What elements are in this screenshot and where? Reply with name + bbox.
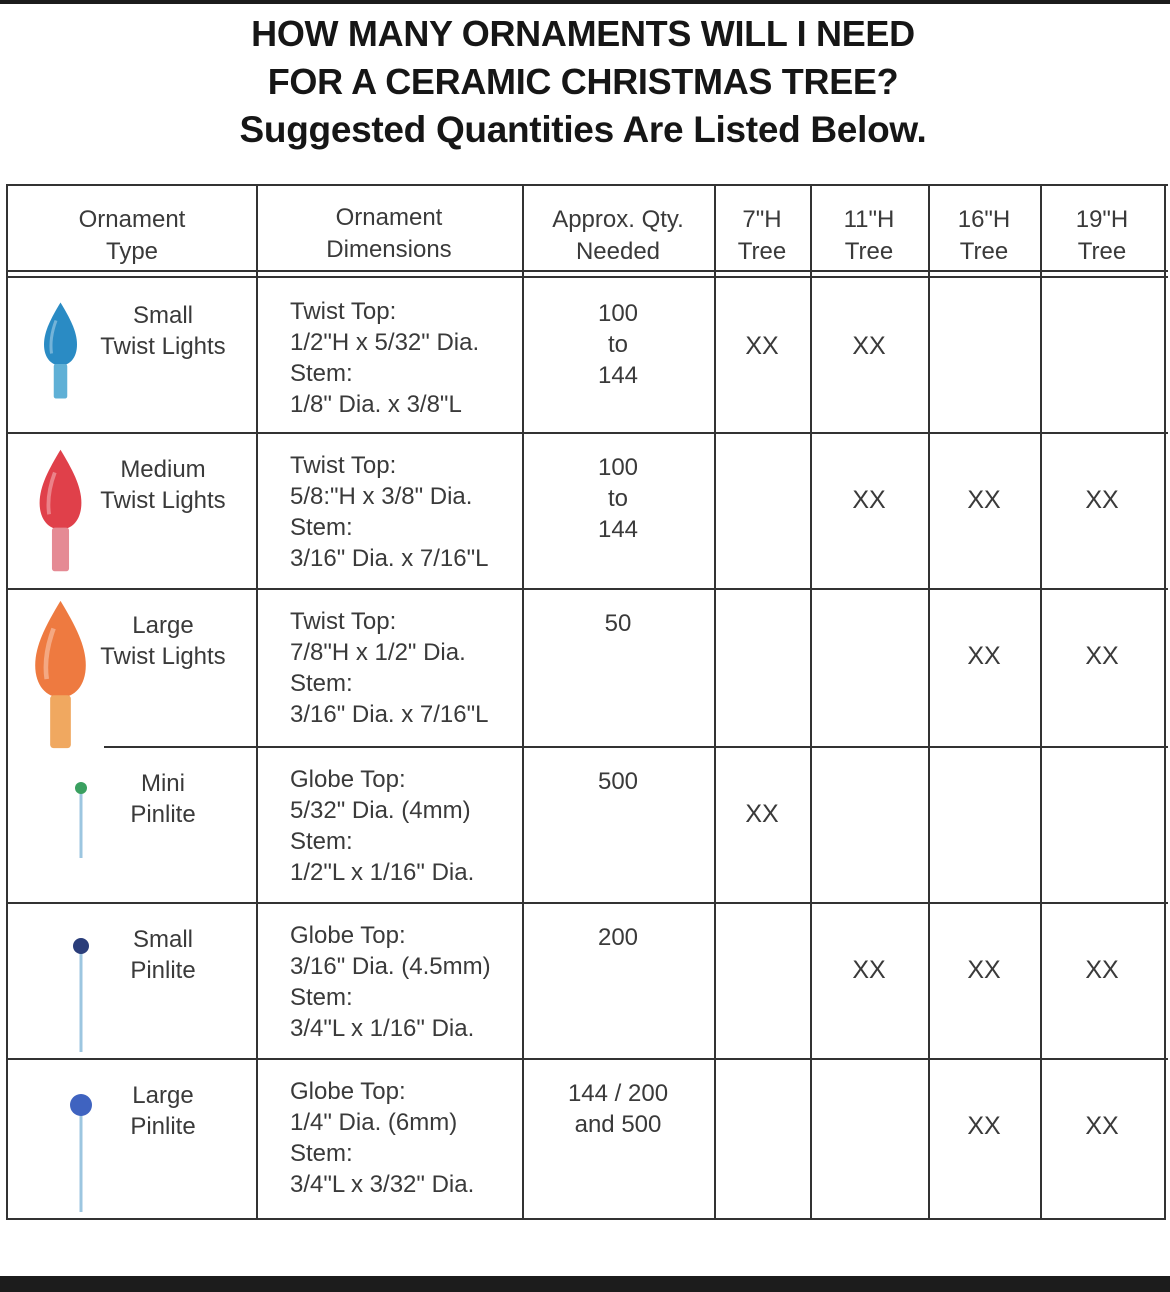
- approx-qty-cell: 50: [604, 610, 632, 637]
- row-divider-3: [104, 746, 1168, 748]
- top-border: [0, 0, 1170, 4]
- tree-mark-19h: XX: [1085, 956, 1119, 984]
- ornament-dimensions-cell: Globe Top: 3/16" Dia. (4.5mm) Stem: 3/4"L x 1/16" Dia.: [290, 922, 491, 1042]
- row-divider-1: [8, 432, 1168, 434]
- approx-qty-cell: 144 / 200 and 500: [567, 1080, 669, 1138]
- small-blue-twist-light-icon: [38, 298, 83, 403]
- bottom-border: [0, 1276, 1170, 1292]
- header-rule-2: [8, 276, 1168, 278]
- medium-red-twist-light-icon: [32, 444, 89, 577]
- tree-mark-7h: XX: [745, 800, 779, 828]
- ornament-type-cell: Medium Twist Lights: [100, 456, 226, 514]
- ornament-type-cell: Small Pinlite: [130, 926, 196, 984]
- page-title: [0, 10, 1166, 154]
- header-ornament-dimensions: Ornament Dimensions: [326, 204, 452, 263]
- tree-mark-7h: XX: [745, 332, 779, 360]
- tree-mark-19h: XX: [1085, 1112, 1119, 1140]
- column-divider-6: [1040, 184, 1042, 1220]
- header-19h-tree: 19"H Tree: [1075, 206, 1129, 265]
- ornament-type-cell: Mini Pinlite: [130, 770, 196, 828]
- row-divider-5: [8, 1058, 1168, 1060]
- ornament-table: [6, 184, 1166, 1220]
- ornament-dimensions-cell: Globe Top: 1/4" Dia. (6mm) Stem: 3/4"L x 3/32" Dia.: [290, 1078, 475, 1198]
- header-ornament-type: Ornament Type: [78, 206, 186, 265]
- tree-mark-16h: XX: [967, 642, 1001, 670]
- tree-mark-19h: XX: [1085, 486, 1119, 514]
- title-line-3: Suggested Quantities Are Listed Below.: [239, 109, 927, 150]
- header-16h-tree: 16"H Tree: [957, 206, 1011, 265]
- ornament-dimensions-cell: Twist Top: 5/8:"H x 3/8" Dia. Stem: 3/16" Dia. x 7/16"L: [290, 452, 489, 572]
- header-approx-qty: Approx. Qty. Needed: [552, 206, 684, 265]
- tree-mark-11h: XX: [852, 486, 886, 514]
- ornament-dimensions-cell: Globe Top: 5/32" Dia. (4mm) Stem: 1/2"L x 1/16" Dia.: [290, 766, 475, 886]
- tree-mark-11h: XX: [852, 956, 886, 984]
- large-orange-twist-light-icon: [26, 594, 95, 755]
- tree-mark-16h: XX: [967, 956, 1001, 984]
- column-divider-5: [928, 184, 930, 1220]
- row-divider-4: [8, 902, 1168, 904]
- table-top-rule: [8, 184, 1168, 186]
- ornament-type-cell: Small Twist Lights: [100, 302, 226, 360]
- tree-mark-11h: XX: [852, 332, 886, 360]
- row-divider-2: [8, 588, 1168, 590]
- tree-mark-16h: XX: [967, 1112, 1001, 1140]
- approx-qty-cell: 200: [597, 924, 639, 951]
- ornament-dimensions-cell: Twist Top: 1/2"H x 5/32" Dia. Stem: 1/8" Dia. x 3/8"L: [290, 298, 480, 418]
- column-divider-1: [256, 184, 258, 1220]
- header-11h-tree: 11"H Tree: [843, 206, 895, 265]
- title-line-2: FOR A CERAMIC CHRISTMAS TREE?: [267, 61, 899, 102]
- tree-mark-16h: XX: [967, 486, 1001, 514]
- header-7h-tree: 7"H Tree: [737, 206, 787, 265]
- ornament-type-cell: Large Pinlite: [130, 1082, 196, 1140]
- title-line-1: HOW MANY ORNAMENTS WILL I NEED: [251, 13, 915, 54]
- header-rule-1: [8, 270, 1168, 272]
- approx-qty-cell: 100 to 144: [597, 300, 639, 389]
- tree-mark-19h: XX: [1085, 642, 1119, 670]
- approx-qty-cell: 100 to 144: [597, 454, 639, 543]
- approx-qty-cell: 500: [597, 768, 639, 795]
- ornament-dimensions-cell: Twist Top: 7/8"H x 1/2" Dia. Stem: 3/16" Dia. x 7/16"L: [290, 608, 489, 728]
- ornament-type-cell: Large Twist Lights: [100, 612, 226, 670]
